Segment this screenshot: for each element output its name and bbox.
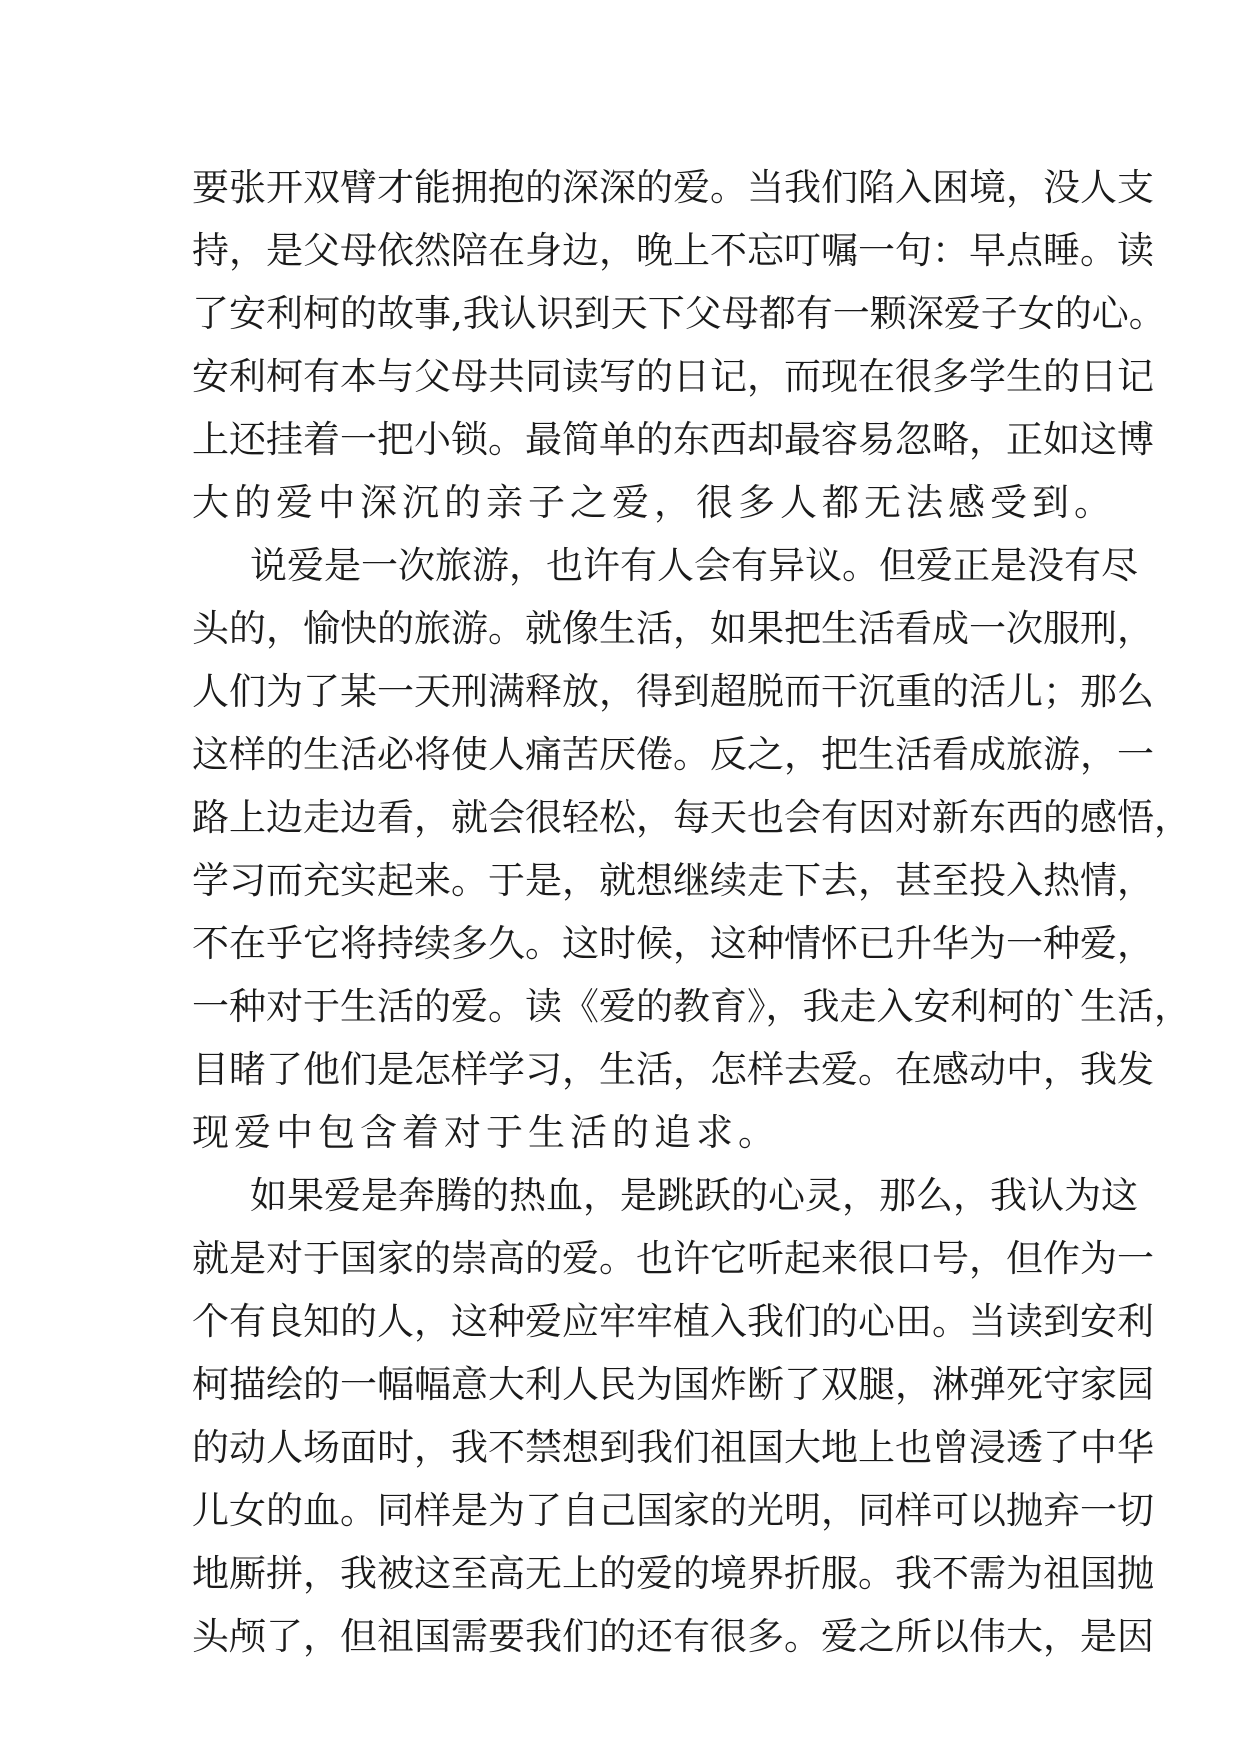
- text-line: 头的，愉快的旅游。就像生活，如果把生活看成一次服刑，: [192, 607, 1154, 650]
- text-line: 一种对于生活的爱。读《爱的教育》，我走入安利柯的`生活，: [192, 985, 1191, 1028]
- text-line: 上还挂着一把小锁。最简单的东西却最容易忽略，正如这博: [192, 418, 1154, 461]
- body-text: [192, 156, 1191, 1668]
- text-line: 柯描绘的一幅幅意大利人民为国炸断了双腿，淋弹死守家园: [192, 1363, 1154, 1406]
- text-line: 现爱中包含着对于生活的追求。: [192, 1111, 780, 1154]
- paragraph-first-line: 说爱是一次旅游，也许有人会有异议。但爱正是没有尽: [250, 544, 1138, 587]
- text-line: 不在乎它将持续多久。这时候，这种情怀已升华为一种爱，: [192, 922, 1154, 965]
- text-line: 安利柯有本与父母共同读写的日记，而现在很多学生的日记: [192, 355, 1154, 398]
- text-line: 儿女的血。同样是为了自己国家的光明，同样可以抛弃一切: [192, 1489, 1154, 1532]
- text-line: 个有良知的人，这种爱应牢牢植入我们的心田。当读到安利: [192, 1300, 1154, 1343]
- text-line: 人们为了某一天刑满释放，得到超脱而干沉重的活儿；那么: [192, 670, 1154, 713]
- text-line: 路上边走边看，就会很轻松，每天也会有因对新东西的感悟，: [192, 796, 1191, 839]
- text-line: 这样的生活必将使人痛苦厌倦。反之，把生活看成旅游，一: [192, 733, 1154, 776]
- text-line: 持，是父母依然陪在身边，晚上不忘叮嘱一句：早点睡。读: [192, 229, 1154, 272]
- text-line: 头颅了，但祖国需要我们的还有很多。爱之所以伟大，是因: [192, 1615, 1154, 1658]
- text-line: 学习而充实起来。于是，就想继续走下去，甚至投入热情，: [192, 859, 1154, 902]
- text-line: 了安利柯的故事,我认识到天下父母都有一颗深爱子女的心。: [192, 292, 1166, 335]
- text-line: 就是对于国家的崇高的爱。也许它听起来很口号，但作为一: [192, 1237, 1154, 1280]
- text-line: 地厮拼，我被这至高无上的爱的境界折服。我不需为祖国抛: [192, 1552, 1154, 1595]
- paragraph-first-line: 如果爱是奔腾的热血，是跳跃的心灵，那么，我认为这: [250, 1174, 1138, 1217]
- text-line: 大的爱中深沉的亲子之爱，很多人都无法感受到。: [192, 481, 1116, 524]
- text-line: 目睹了他们是怎样学习，生活，怎样去爱。在感动中，我发: [192, 1048, 1154, 1091]
- text-line: 要张开双臂才能拥抱的深深的爱。当我们陷入困境，没人支: [192, 166, 1154, 209]
- text-line: 的动人场面时，我不禁想到我们祖国大地上也曾浸透了中华: [192, 1426, 1154, 1469]
